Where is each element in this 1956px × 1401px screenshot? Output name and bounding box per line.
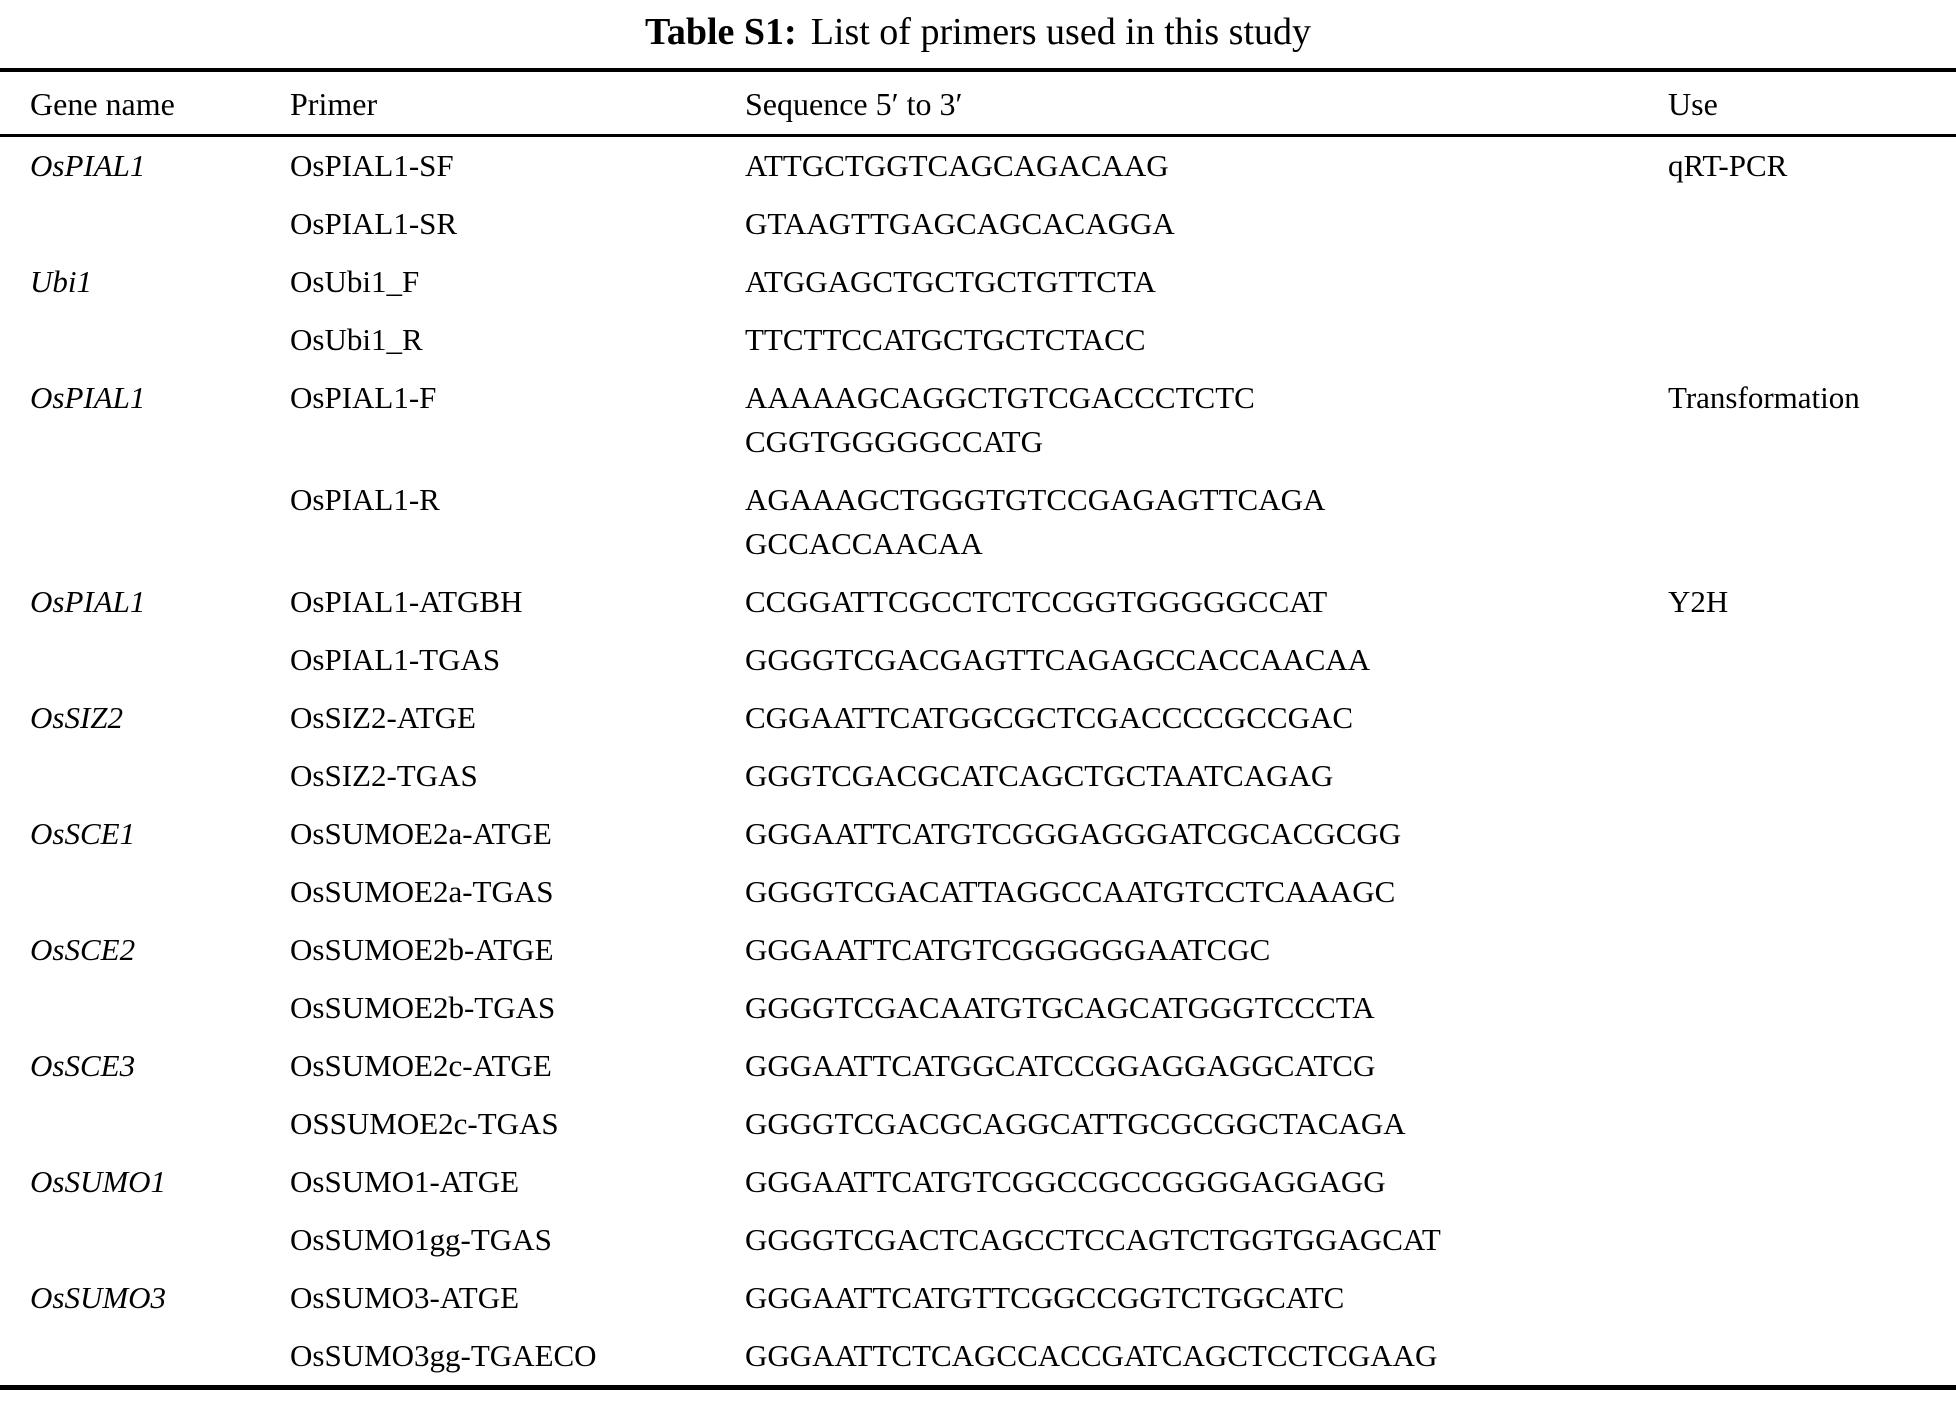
gene-name-cell: OsSUMO1 — [30, 1164, 167, 1199]
column-header-sequence: Sequence 5′ to 3′ — [745, 70, 1668, 136]
use-cell — [1668, 747, 1956, 805]
use-cell — [1668, 1095, 1956, 1153]
sequence-cell — [745, 253, 1668, 311]
sequence-line: TTCTTCCATGCTGCTCTACC — [745, 322, 1146, 357]
sequence-line: GGGAATTCATGTCGGGAGGGATCGCACGCGG — [745, 816, 1402, 851]
sequence-cell — [745, 689, 1668, 747]
sequence-line: GGGAATTCTCAGCCACCGATCAGCTCCTCGAAG — [745, 1338, 1438, 1373]
sequence-line: GGGGTCGACTCAGCCTCCAGTCTGGTGGAGCAT — [745, 1222, 1441, 1257]
column-header-primer: Primer — [290, 70, 745, 136]
sequence-cell — [745, 1211, 1668, 1269]
sequence-cell — [745, 1037, 1668, 1095]
primer-name-cell: OsUbi1_R — [290, 322, 423, 357]
gene-name-cell: OsSCE3 — [30, 1048, 136, 1083]
table-caption: List of primers used in this study — [810, 11, 1311, 53]
sequence-cell — [745, 979, 1668, 1037]
use-cell — [1668, 1269, 1956, 1327]
use-cell — [1668, 195, 1956, 253]
gene-name-cell: OsSIZ2 — [30, 700, 124, 735]
sequence-cell — [745, 369, 1668, 471]
primer-name-cell: OsPIAL1-F — [290, 380, 437, 415]
sequence-cell — [745, 631, 1668, 689]
page-title — [0, 0, 1956, 68]
primer-name-cell: OsSUMOE2a-ATGE — [290, 816, 552, 851]
gene-name-cell — [0, 979, 290, 1037]
primer-name-cell: OsSUMOE2c-ATGE — [290, 1048, 552, 1083]
gene-name-cell — [0, 863, 290, 921]
use-cell: Y2H — [1668, 584, 1729, 619]
table-row — [0, 253, 1956, 311]
use-cell — [1668, 805, 1956, 863]
sequence-line: GGGGTCGACGCAGGCATTGCGCGGCTACAGA — [745, 1106, 1406, 1141]
table-row — [0, 1095, 1956, 1153]
use-cell — [1668, 1327, 1956, 1388]
use-cell — [1668, 921, 1956, 979]
column-header-gene-name: Gene name — [0, 70, 290, 136]
use-cell — [1668, 689, 1956, 747]
gene-name-cell — [0, 1095, 290, 1153]
primer-name-cell: OsSIZ2-TGAS — [290, 758, 478, 793]
sequence-cell — [745, 1153, 1668, 1211]
table-body — [0, 136, 1956, 1388]
gene-name-cell: Ubi1 — [30, 264, 92, 299]
primer-name-cell: OsPIAL1-SR — [290, 206, 458, 241]
use-cell — [1668, 1037, 1956, 1095]
table-row — [0, 1037, 1956, 1095]
sequence-cell — [745, 921, 1668, 979]
gene-name-cell: OsSCE1 — [30, 816, 136, 851]
gene-name-cell: OsPIAL1 — [30, 380, 146, 415]
use-cell — [1668, 863, 1956, 921]
table-row — [0, 805, 1956, 863]
gene-name-cell — [0, 747, 290, 805]
primer-name-cell: OsPIAL1-TGAS — [290, 642, 501, 677]
table-row — [0, 921, 1956, 979]
gene-name-cell: OsSCE2 — [30, 932, 136, 967]
sequence-cell — [745, 1095, 1668, 1153]
table-row — [0, 1211, 1956, 1269]
gene-name-cell: OsSUMO3 — [30, 1280, 167, 1315]
primer-name-cell: OsSUMOE2b-ATGE — [290, 932, 554, 967]
table-row — [0, 689, 1956, 747]
gene-name-cell — [0, 311, 290, 369]
primer-name-cell: OsSUMO1gg-TGAS — [290, 1222, 552, 1257]
sequence-line: GGGAATTCATGGCATCCGGAGGAGGCATCG — [745, 1048, 1376, 1083]
primer-name-cell: OsPIAL1-ATGBH — [290, 584, 523, 619]
sequence-cell — [745, 747, 1668, 805]
gene-name-cell — [0, 1211, 290, 1269]
sequence-line: GGGGTCGACATTAGGCCAATGTCCTCAAAGC — [745, 874, 1396, 909]
primer-name-cell: OsSUMO1-ATGE — [290, 1164, 520, 1199]
table-row — [0, 369, 1956, 471]
gene-name-cell — [0, 195, 290, 253]
use-cell — [1668, 1211, 1956, 1269]
sequence-line: AAAAAGCAGGCTGTCGACCCTCTC — [745, 380, 1255, 415]
table-row — [0, 747, 1956, 805]
primer-name-cell: OsSUMOE2a-TGAS — [290, 874, 554, 909]
sequence-cell — [745, 573, 1668, 631]
gene-name-cell — [0, 631, 290, 689]
table-row — [0, 136, 1956, 196]
table-row — [0, 631, 1956, 689]
table-row — [0, 573, 1956, 631]
table-row — [0, 471, 1956, 573]
sequence-cell — [745, 863, 1668, 921]
sequence-line: GTAAGTTGAGCAGCACAGGA — [745, 206, 1175, 241]
sequence-line: GGGAATTCATGTCGGCCGCCGGGGAGGAGG — [745, 1164, 1386, 1199]
sequence-cell — [745, 805, 1668, 863]
sequence-cell — [745, 136, 1668, 196]
primer-name-cell: OsUbi1_F — [290, 264, 420, 299]
sequence-line: CCGGATTCGCCTCTCCGGTGGGGGCCAT — [745, 584, 1328, 619]
table-row — [0, 979, 1956, 1037]
table-label: Table S1: — [644, 11, 797, 53]
use-cell — [1668, 979, 1956, 1037]
sequence-line: GCCACCAACAA — [745, 526, 983, 561]
table-row — [0, 311, 1956, 369]
primer-name-cell: OSSUMOE2c-TGAS — [290, 1106, 559, 1141]
primer-table — [0, 68, 1956, 1390]
primer-name-cell: OsPIAL1-SF — [290, 148, 454, 183]
gene-name-cell: OsPIAL1 — [30, 584, 146, 619]
sequence-line: GGGTCGACGCATCAGCTGCTAATCAGAG — [745, 758, 1334, 793]
primer-name-cell: OsSUMOE2b-TGAS — [290, 990, 556, 1025]
use-cell — [1668, 631, 1956, 689]
primer-name-cell: OsSIZ2-ATGE — [290, 700, 476, 735]
gene-name-cell: OsPIAL1 — [30, 148, 146, 183]
sequence-line: AGAAAGCTGGGTGTCCGAGAGTTCAGA — [745, 482, 1326, 517]
sequence-line: CGGAATTCATGGCGCTCGACCCCGCCGAC — [745, 700, 1354, 735]
sequence-cell — [745, 471, 1668, 573]
sequence-cell — [745, 195, 1668, 253]
primer-name-cell: OsSUMO3-ATGE — [290, 1280, 520, 1315]
gene-name-cell — [0, 471, 290, 573]
table-row — [0, 1269, 1956, 1327]
use-cell — [1668, 253, 1956, 311]
gene-name-cell — [0, 1327, 290, 1388]
sequence-cell — [745, 1269, 1668, 1327]
column-header-use: Use — [1668, 70, 1956, 136]
sequence-line: ATGGAGCTGCTGCTGTTCTA — [745, 264, 1156, 299]
table-row — [0, 1327, 1956, 1388]
table-header-row — [0, 70, 1956, 136]
use-cell — [1668, 471, 1956, 573]
sequence-line: GGGAATTCATGTTCGGCCGGTCTGGCATC — [745, 1280, 1345, 1315]
use-cell: Transformation — [1668, 380, 1860, 415]
primer-name-cell: OsPIAL1-R — [290, 482, 440, 517]
table-row — [0, 1153, 1956, 1211]
use-cell: qRT-PCR — [1668, 148, 1788, 183]
use-cell — [1668, 1153, 1956, 1211]
sequence-line: GGGGTCGACGAGTTCAGAGCCACCAACAA — [745, 642, 1371, 677]
sequence-line: ATTGCTGGTCAGCAGACAAG — [745, 148, 1169, 183]
sequence-line: GGGGTCGACAATGTGCAGCATGGGTCCCTA — [745, 990, 1375, 1025]
sequence-cell — [745, 311, 1668, 369]
use-cell — [1668, 311, 1956, 369]
table-row — [0, 195, 1956, 253]
sequence-cell — [745, 1327, 1668, 1388]
table-row — [0, 863, 1956, 921]
sequence-line: CGGTGGGGGCCATG — [745, 424, 1043, 459]
primer-name-cell: OsSUMO3gg-TGAECO — [290, 1338, 597, 1373]
sequence-line: GGGAATTCATGTCGGGGGGAATCGC — [745, 932, 1271, 967]
